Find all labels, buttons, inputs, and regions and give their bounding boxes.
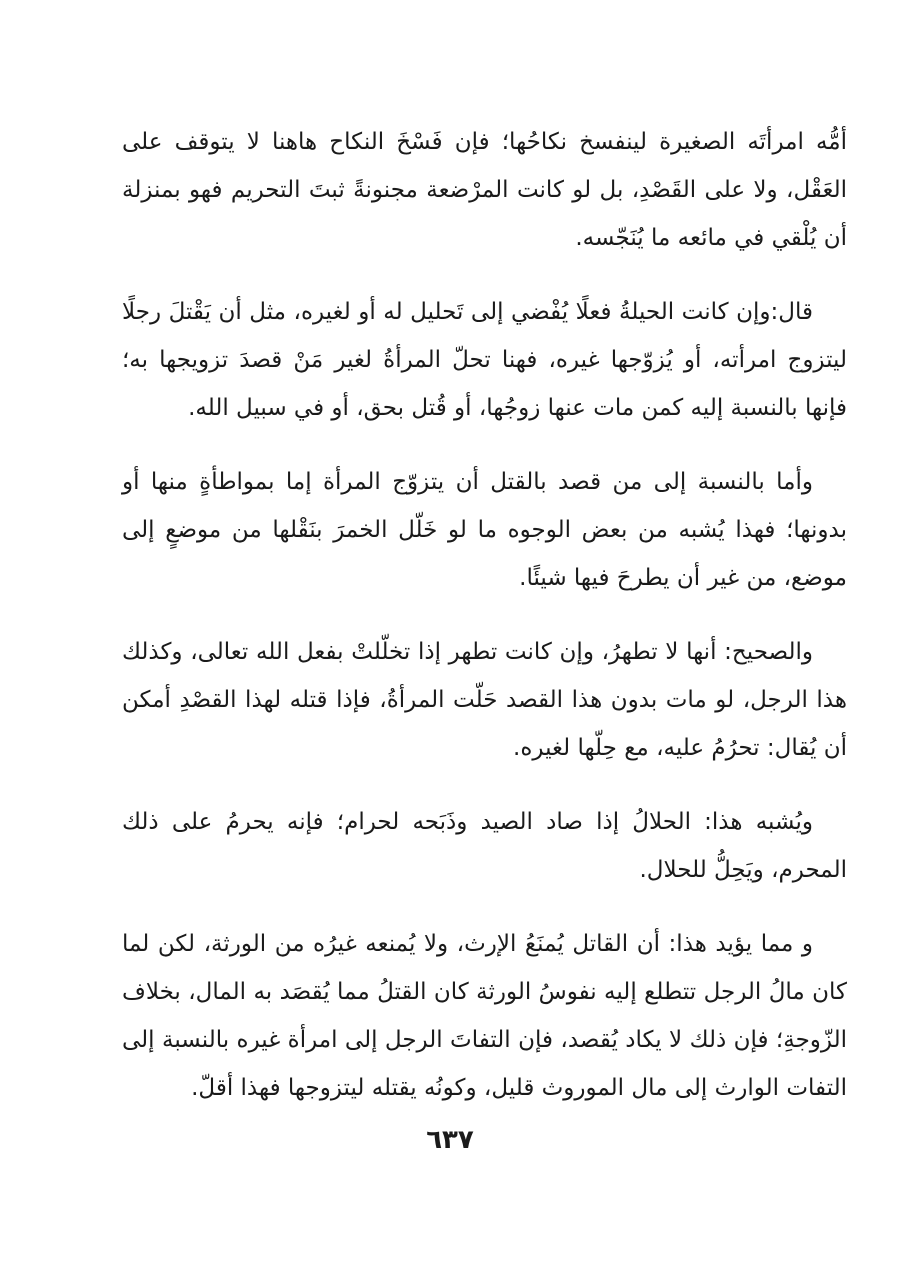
- paragraph-1: أمُّه امرأتَه الصغيرة لينفسخ نكاحُها؛ فإن فَسْخَ النكاح هاهنا لا يتوقف على العَقْل، ولا على القَصْدِ، بل لو كانت المرْضعة مجنونةً ثبتَ التحريم فهو بمنزلة أن يُلْقي في مائعه ما يُنَجّسه.: [122, 129, 847, 251]
- page-body: [122, 118, 847, 1138]
- paragraph-2: قال:وإن كانت الحيلةُ فعلًا يُفْضي إلى تَحليل له أو لغيره، مثل أن يَقْتلَ رجلًا ليتزوج امرأته، أو يُزوّجها غيره، فهنا تحلّ المرأةُ لغير مَنْ قصدَ تزويجها به؛ فإنها بالنسبة إليه كمن مات عنها زوجُها، أو قُتل بحق، أو في سبيل الله.: [122, 299, 847, 421]
- page-number: ٦٣٧: [426, 1125, 474, 1155]
- paragraph-6: و مما يؤيد هذا: أن القاتل يُمنَعُ الإرث، ولا يُمنعه غيرُه من الورثة، لكن لما كان مالُ الرجل تتطلع إليه نفوسُ الورثة كان القتلُ مما يُقصَد به المال، بخلاف الزّوجةِ؛ فإن ذلك لا يكاد يُقصد، فإن التفاتَ الرجل إلى امرأة غيره بالنسبة إلى التفات الوارث إلى مال الموروث قليل، وكونُه يقتله ليتزوجها فهذا أقلّ.: [122, 931, 847, 1101]
- paragraph-3: وأما بالنسبة إلى من قصد بالقتل أن يتزوّج المرأة إما بمواطأةٍ منها أو بدونها؛ فهذا يُشبه من بعض الوجوه ما لو خَلّل الخمرَ بنَقْلها من موضعٍ إلى موضع، من غير أن يطرحَ فيها شيئًا.: [122, 469, 847, 591]
- paragraph-5: ويُشبه هذا: الحلالُ إذا صاد الصيد وذَبَحه لحرام؛ فإنه يحرمُ على ذلك المحرم، ويَحِلُّ للحلال.: [122, 809, 847, 883]
- paragraph-4: والصحيح: أنها لا تطهرُ، وإن كانت تطهر إذا تخلّلتْ بفعل الله تعالى، وكذلك هذا الرجل، لو مات بدون هذا القصد حَلّت المرأةُ، فإذا قتله لهذا القصْدِ أمكن أن يُقال: تحرُمُ عليه، مع حِلّها لغيره.: [122, 639, 847, 761]
